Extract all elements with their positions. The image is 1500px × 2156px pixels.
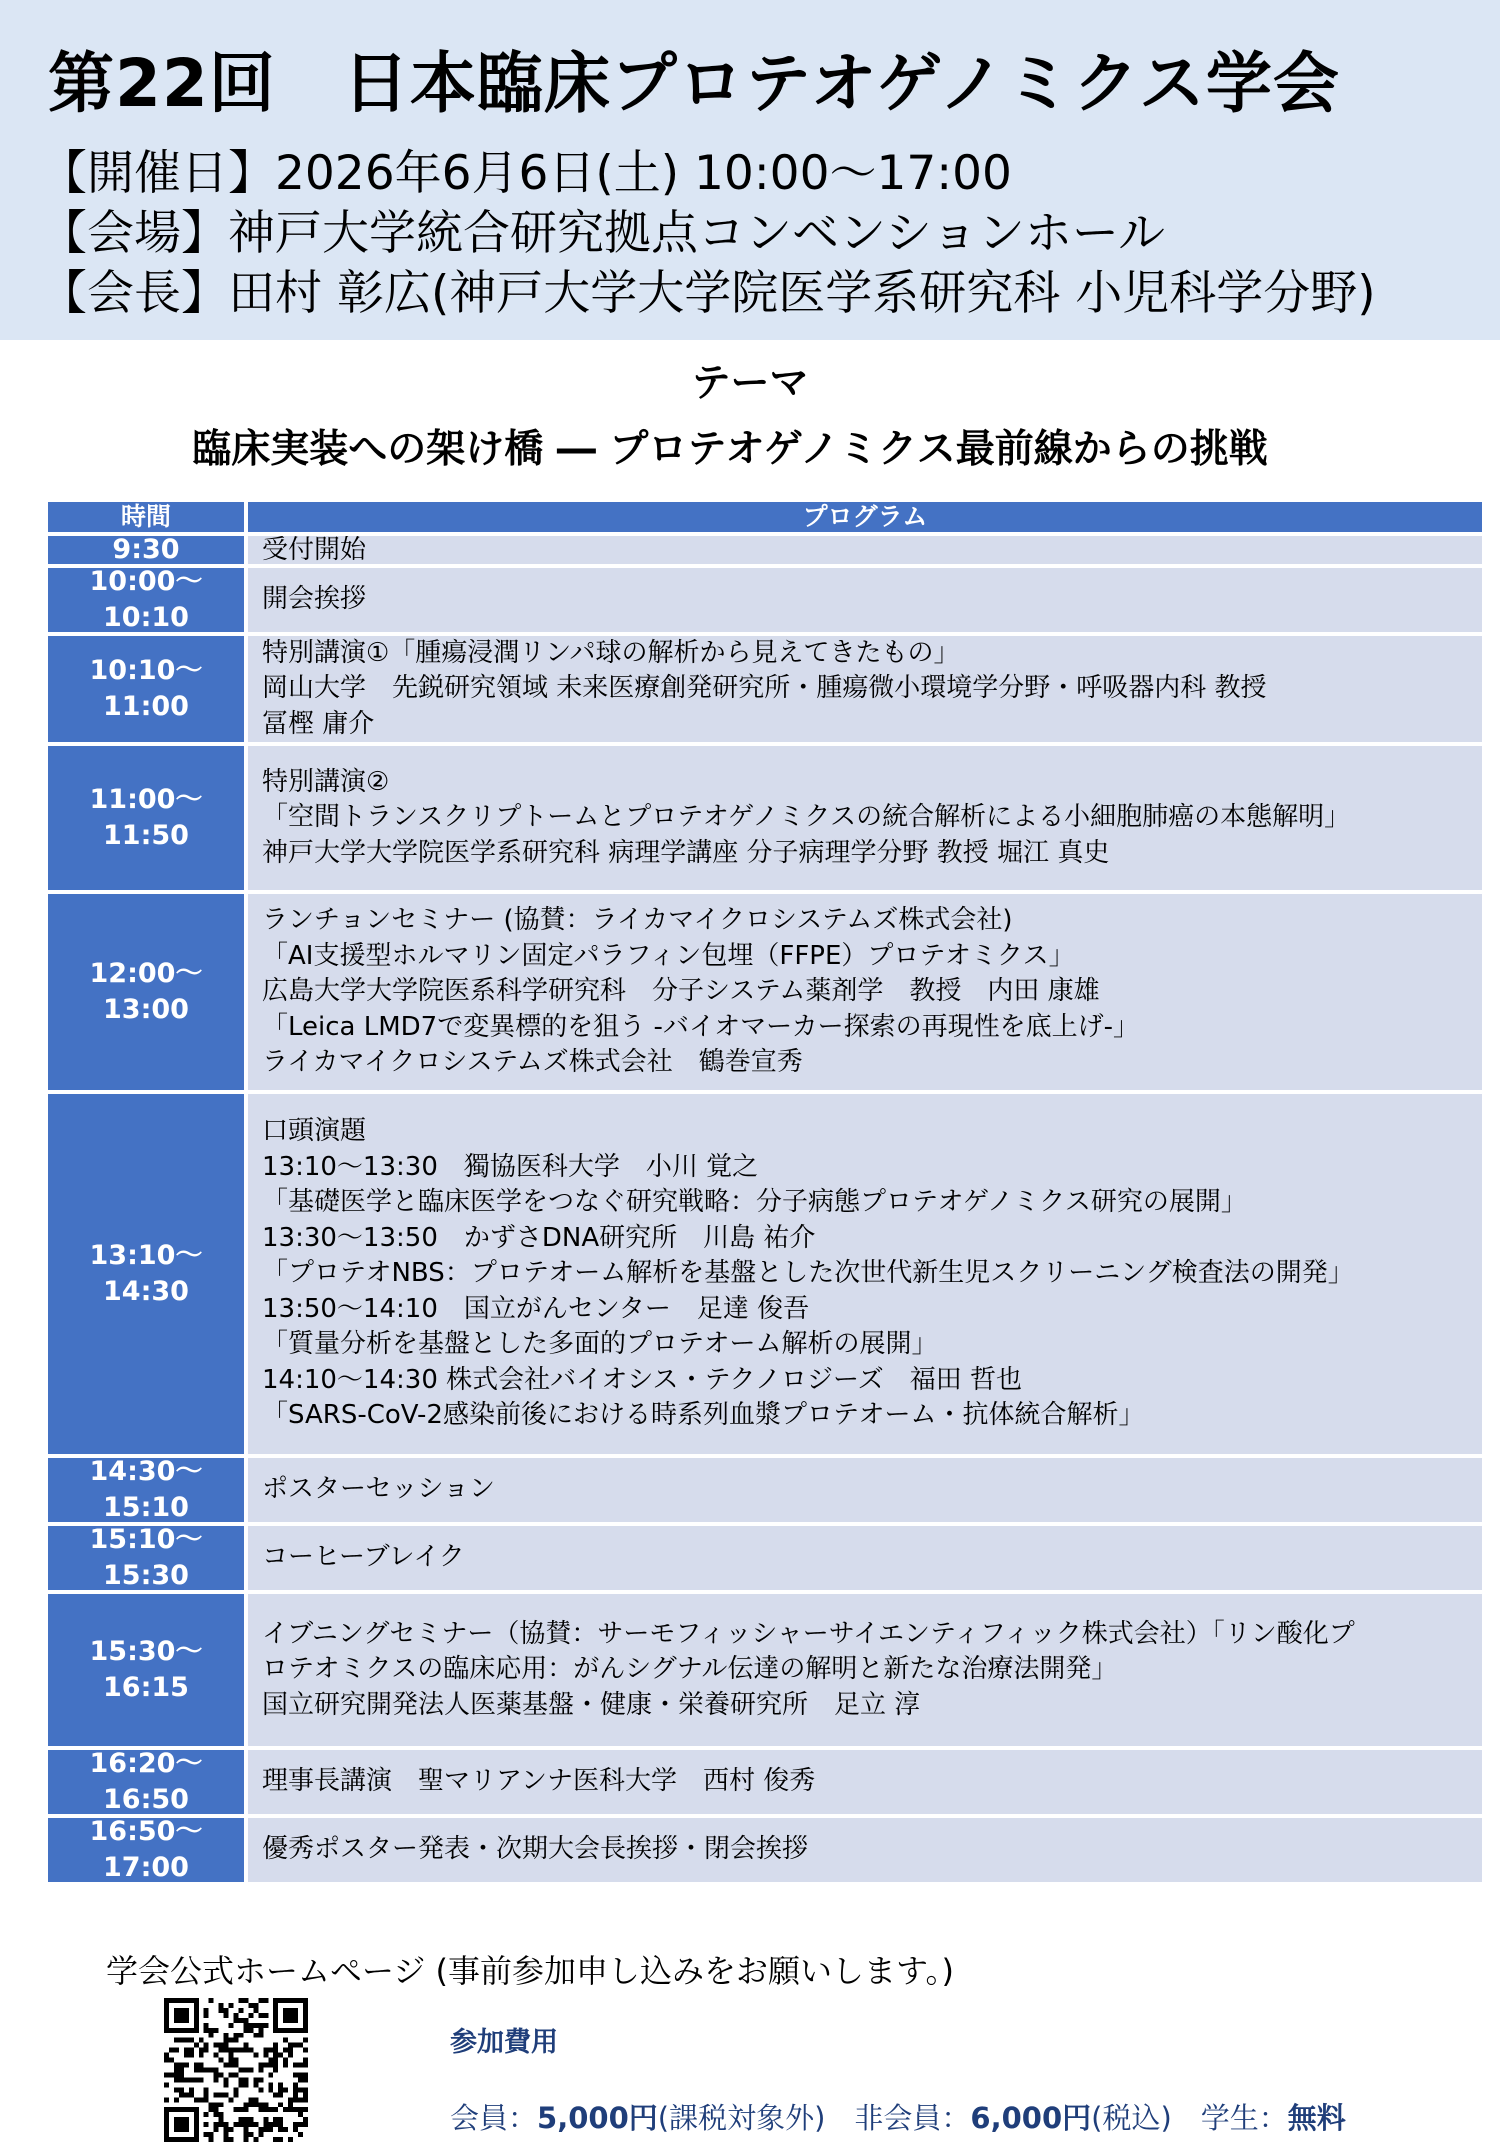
row-time-text: 14:30～ <box>89 1456 203 1487</box>
row-program <box>248 1094 1482 1454</box>
program-row <box>48 1750 1482 1814</box>
theme-label: テーマ <box>691 361 809 406</box>
program-row <box>48 1818 1482 1882</box>
row-program-line: 「質量分析を基盤とした多面的プロテオーム解析の展開」 <box>262 1329 938 1360</box>
program-row <box>48 894 1482 1090</box>
row-program-line: 「Leica LMD7で変異標的を狙う -バイオマーカー探索の再現性を底上げ-」 <box>262 1011 1139 1042</box>
row-program-line: 受付開始 <box>262 536 367 564</box>
row-program-line: 口頭演題 <box>262 1116 367 1147</box>
row-time-text: 16:50 <box>103 1784 189 1815</box>
row-program-line: 「プロテオNBS：プロテオーム解析を基盤とした次世代新生児スクリーニング検査法の開発」 <box>262 1258 1354 1289</box>
row-time-text: 11:50 <box>103 820 189 851</box>
row-program <box>248 746 1482 890</box>
row-program <box>248 1750 1482 1814</box>
fee-member-note: (課税対象外) 非会員： <box>657 2101 971 2135</box>
program-row <box>48 1094 1482 1454</box>
row-time-text: 16:20～ <box>89 1748 203 1779</box>
row-time-text: 14:30 <box>103 1276 189 1307</box>
qr-code-icon[interactable] <box>164 1998 308 2142</box>
row-program-line: 国立研究開発法人医薬基盤・健康・栄養研究所 足立 淳 <box>262 1689 921 1720</box>
theme-text: 臨床実装への架け橋 ― プロテオゲノミクス最前線からの挑戦 <box>192 427 1268 472</box>
row-program-line: 13:50～14:10 国立がんセンター 足達 俊吾 <box>262 1293 810 1324</box>
fee-nonmember-value: 6,000円 <box>970 2101 1092 2135</box>
row-time-text: 11:00 <box>103 691 189 722</box>
row-program <box>248 636 1482 742</box>
row-program <box>248 536 1482 564</box>
fee-title: 参加費用 <box>450 2027 558 2058</box>
row-time-text: 15:30 <box>103 1560 189 1591</box>
row-program-line: 神戸大学大学院医学系研究科 病理学講座 分子病理学分野 教授 堀江 真史 <box>262 837 1110 868</box>
program-row <box>48 1458 1482 1522</box>
fee-nonmember-note: (税込) 学生： <box>1091 2101 1288 2135</box>
row-time-text: 16:50～ <box>89 1816 203 1847</box>
row-time <box>48 1526 244 1590</box>
program-row <box>48 746 1482 890</box>
homepage-text: 学会公式ホームページ (事前参加申し込みをお願いします。) <box>106 1952 954 1990</box>
program-row <box>48 536 1482 564</box>
row-program-line: 「SARS-CoV-2感染前後における時系列血漿プロテオーム・抗体統合解析」 <box>262 1400 1145 1431</box>
row-program <box>248 1458 1482 1522</box>
row-time-text: 10:00～ <box>89 566 203 597</box>
program-table <box>48 502 1482 1886</box>
date-line: 【開催日】2026年6月6日(土) 10:00～17:00 <box>40 146 1012 201</box>
fee-member-value: 5,000円 <box>537 2101 658 2135</box>
program-row <box>48 1594 1482 1746</box>
row-time <box>48 1458 244 1522</box>
row-program-line: 岡山大学 先鋭研究領域 未来医療創発研究所・腫瘍微小環境学分野・呼吸器内科 教授 <box>262 673 1267 704</box>
fee-student-value: 無料 <box>1287 2101 1346 2135</box>
row-time-text: 10:10 <box>103 602 189 633</box>
row-time-text: 9:30 <box>112 534 180 565</box>
program-rows <box>48 536 1482 1882</box>
row-program-line: 優秀ポスター発表・次期大会長挨拶・閉会挨拶 <box>262 1834 809 1865</box>
row-program-line: 「空間トランスクリプトームとプロテオゲノミクスの統合解析による小細胞肺癌の本態解明」 <box>262 802 1351 833</box>
row-program-line: 特別講演② <box>262 766 390 797</box>
fee-member-label: 会員： <box>450 2101 538 2135</box>
row-program <box>248 1594 1482 1746</box>
row-time <box>48 746 244 890</box>
row-time <box>48 1594 244 1746</box>
fee-line <box>450 2096 1346 2137</box>
row-time-text: 15:10 <box>103 1492 189 1523</box>
program-row <box>48 1526 1482 1590</box>
row-program-line: コーヒーブレイク <box>262 1542 465 1573</box>
row-time-text: 11:00～ <box>89 784 203 815</box>
row-time-text: 13:00 <box>103 994 189 1025</box>
row-time-text: 15:30～ <box>89 1636 203 1667</box>
row-time-text: 17:00 <box>103 1852 189 1883</box>
header-banner <box>0 0 1500 340</box>
row-program <box>248 1526 1482 1590</box>
row-program-line: ランチョンセミナー (協賛：ライカマイクロシステムズ株式会社) <box>262 905 1013 936</box>
header-time: 時間 <box>48 502 244 532</box>
row-program-line: ロテオミクスの臨床応用：がんシグナル伝達の解明と新たな治療法開発」 <box>262 1654 1118 1685</box>
row-time <box>48 568 244 632</box>
row-program-line: 13:10～13:30 獨協医科大学 小川 覚之 <box>262 1151 759 1182</box>
row-time <box>48 536 244 564</box>
row-time <box>48 1818 244 1882</box>
row-time-text: 12:00～ <box>89 958 203 989</box>
row-time-text: 15:10～ <box>89 1524 203 1555</box>
venue-line: 【会場】神戸大学統合研究拠点コンベンションホール <box>40 206 1165 261</box>
row-program <box>248 568 1482 632</box>
row-program-line: ライカマイクロシステムズ株式会社 鶴巻宣秀 <box>262 1047 803 1078</box>
row-program-line: 開会挨拶 <box>262 584 367 615</box>
row-time <box>48 636 244 742</box>
row-time-text: 13:10～ <box>89 1240 203 1271</box>
row-time <box>48 1094 244 1454</box>
row-program-line: 「AI支援型ホルマリン固定パラフィン包埋（FFPE）プロテオミクス」 <box>262 940 1075 971</box>
program-row <box>48 568 1482 632</box>
row-program-line: 冨樫 庸介 <box>262 708 375 739</box>
row-time <box>48 1750 244 1814</box>
row-program-line: 13:30～13:50 かずさDNA研究所 川島 祐介 <box>262 1222 816 1253</box>
row-program <box>248 894 1482 1090</box>
conference-title: 第22回 日本臨床プロテオゲノミクス学会 <box>48 45 1340 122</box>
row-time-text: 16:15 <box>103 1672 189 1703</box>
row-program-line: 特別講演①「腫瘍浸潤リンパ球の解析から見えてきたもの」 <box>262 637 960 668</box>
program-table-header <box>48 502 1482 532</box>
row-time-text: 10:10～ <box>89 655 203 686</box>
row-program-line: 「基礎医学と臨床医学をつなぐ研究戦略：分子病態プロテオゲノミクス研究の展開」 <box>262 1187 1247 1218</box>
header-program: プログラム <box>248 502 1482 532</box>
row-time <box>48 894 244 1090</box>
row-program-line: 14:10～14:30 株式会社バイオシス・テクノロジーズ 福田 哲也 <box>262 1364 1022 1395</box>
row-program-line: ポスターセッション <box>262 1474 495 1505</box>
row-program-line: 広島大学大学院医系科学研究科 分子システム薬剤学 教授 内田 康雄 <box>262 976 1100 1007</box>
row-program-line: 理事長講演 聖マリアンナ医科大学 西村 俊秀 <box>262 1766 816 1797</box>
row-program <box>248 1818 1482 1882</box>
program-row <box>48 636 1482 742</box>
row-program-line: イブニングセミナー（協賛：サーモフィッシャーサイエンティフィック株式会社）「リン酸化プ <box>262 1618 1355 1649</box>
chair-line: 【会長】田村 彰広(神戸大学大学院医学系研究科 小児科学分野) <box>40 266 1376 321</box>
